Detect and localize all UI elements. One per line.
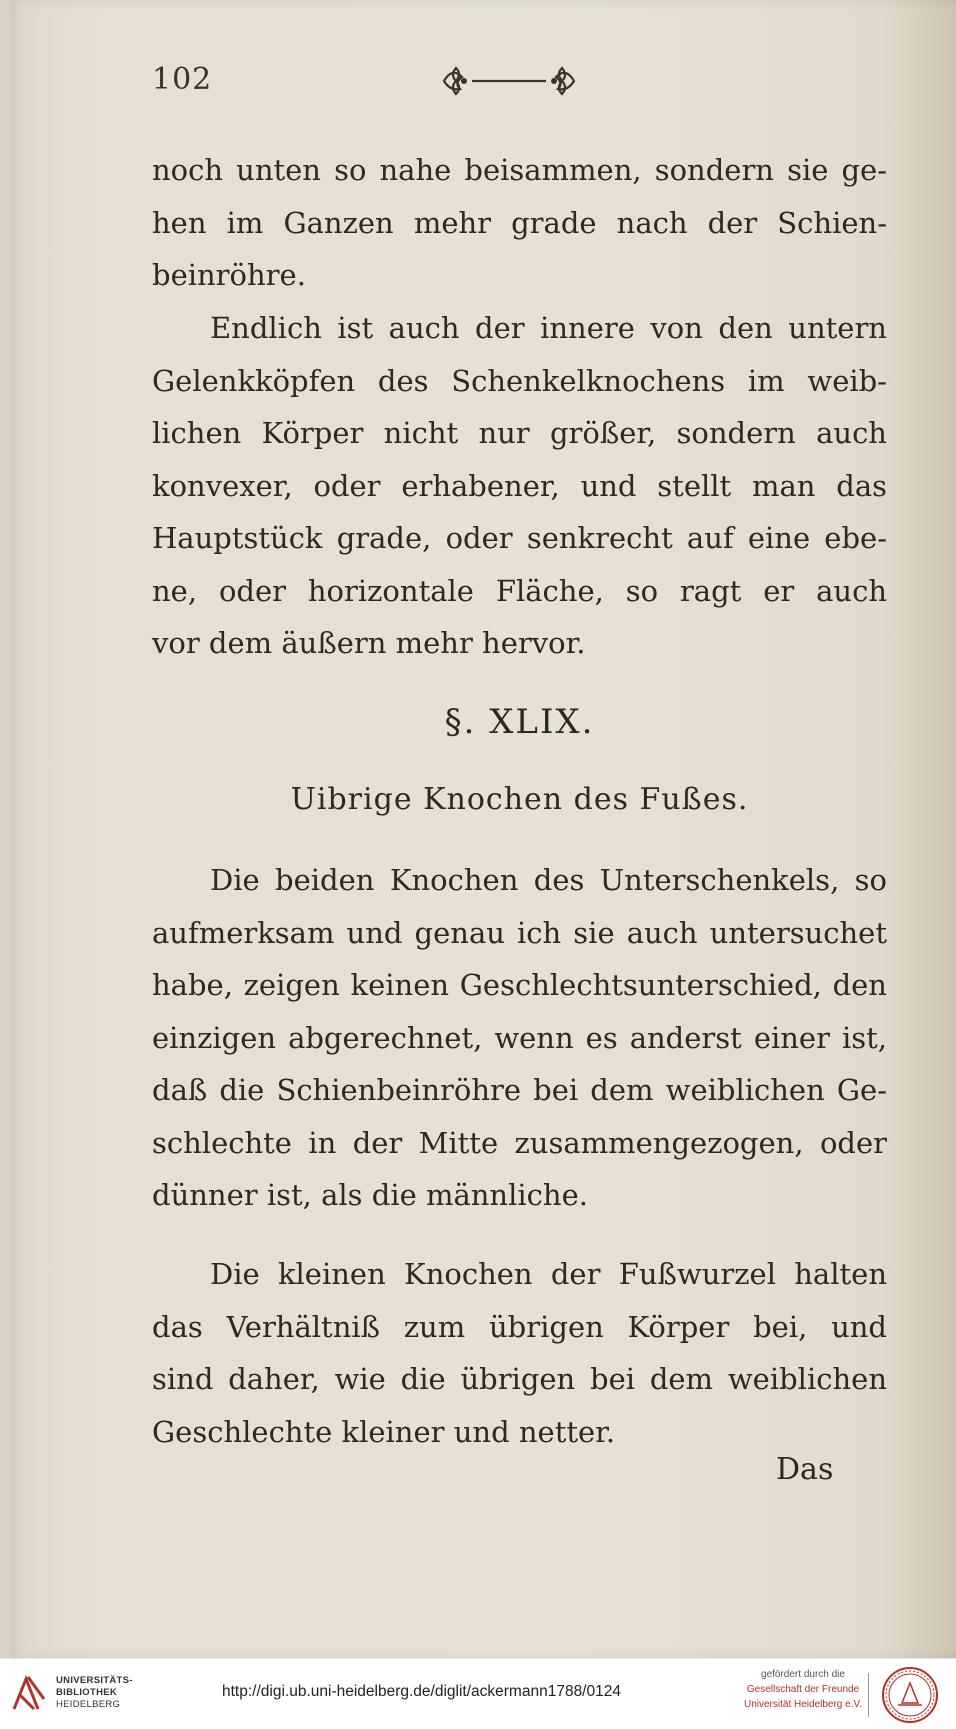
library-name-line: HEIDELBERG — [56, 1699, 121, 1710]
text-line: Geschlechte kleiner und netter. — [152, 1414, 616, 1449]
text-line: das Verhältniß zum übrigen Körper bei, und — [152, 1309, 887, 1344]
sponsor-line: gefördert durch die — [761, 1669, 845, 1680]
sponsor-block — [738, 1667, 868, 1712]
text-line: konvexer, oder erhabener, und stellt man das — [152, 468, 887, 503]
text-line: einzigen abgerechnet, wenn es anderst einer ist, — [152, 1020, 887, 1055]
society-seal-icon — [880, 1665, 940, 1725]
permalink-url[interactable]: http://digi.ub.uni-heidelberg.de/diglit/ackermann1788/0124 — [222, 1683, 621, 1700]
text-line: beinröhre. — [152, 258, 306, 292]
text-line: habe, zeigen keinen Geschlechtsunterschied, den — [152, 968, 887, 1002]
library-name-line: UNIVERSITÄTS- — [56, 1675, 133, 1686]
text-line: Gelenkköpfen des Schenkelknochens im weib- — [152, 363, 887, 398]
text-line: Die beiden Knochen des Unterschenkels, so — [210, 863, 887, 897]
text-line: hen im Ganzen mehr grade nach der Schien- — [152, 205, 887, 240]
text-line: Hauptstück grade, oder senkrecht auf eine ebe- — [152, 521, 887, 555]
text-line: sind daher, wie die übrigen bei dem weiblichen — [152, 1362, 887, 1396]
paragraph-3 — [152, 854, 887, 1222]
section-subtitle: Uibrige Knochen des Fußes. — [290, 782, 749, 817]
catchword: Das — [776, 1452, 834, 1487]
text-line: lichen Körper nicht nur größer, sondern auch — [152, 416, 887, 450]
page-header — [152, 56, 872, 106]
book-page — [10, 0, 956, 1658]
text-line: vor dem äußern mehr hervor. — [152, 626, 586, 660]
text-line: Endlich ist auch der innere von den untern — [210, 311, 887, 345]
text-line: Die kleinen Knochen der Fußwurzel halten — [210, 1257, 887, 1291]
paragraph-1 — [152, 144, 887, 302]
sponsor-line: Universität Heidelberg e.V. — [743, 1699, 863, 1710]
text-line: noch unten so nahe beisammen, sondern sie ge- — [152, 153, 887, 187]
text-line: daß die Schienbeinröhre bei dem weiblichen Ge- — [152, 1073, 887, 1107]
paragraph-4 — [152, 1248, 887, 1458]
digitization-footer — [0, 1658, 956, 1729]
text-line: ne, oder horizontale Fläche, so ragt er auch — [152, 573, 887, 608]
text-line: aufmerksam und genau ich sie auch untersuchet — [152, 915, 887, 950]
text-line: schlechte in der Mitte zusammengezogen, oder — [152, 1125, 887, 1160]
text-line: dünner ist, als die männliche. — [152, 1178, 588, 1212]
paragraph-2 — [152, 302, 887, 670]
sponsor-line: Gesellschaft der Freunde — [746, 1684, 860, 1695]
printer-ornament-icon — [434, 56, 584, 106]
footer-divider — [868, 1673, 869, 1717]
section-heading: §. XLIX. — [444, 702, 595, 742]
university-library-logo-icon — [8, 1669, 50, 1719]
library-name — [56, 1675, 133, 1711]
page-number: 102 — [152, 62, 213, 97]
library-name-line: BIBLIOTHEK — [56, 1687, 118, 1698]
